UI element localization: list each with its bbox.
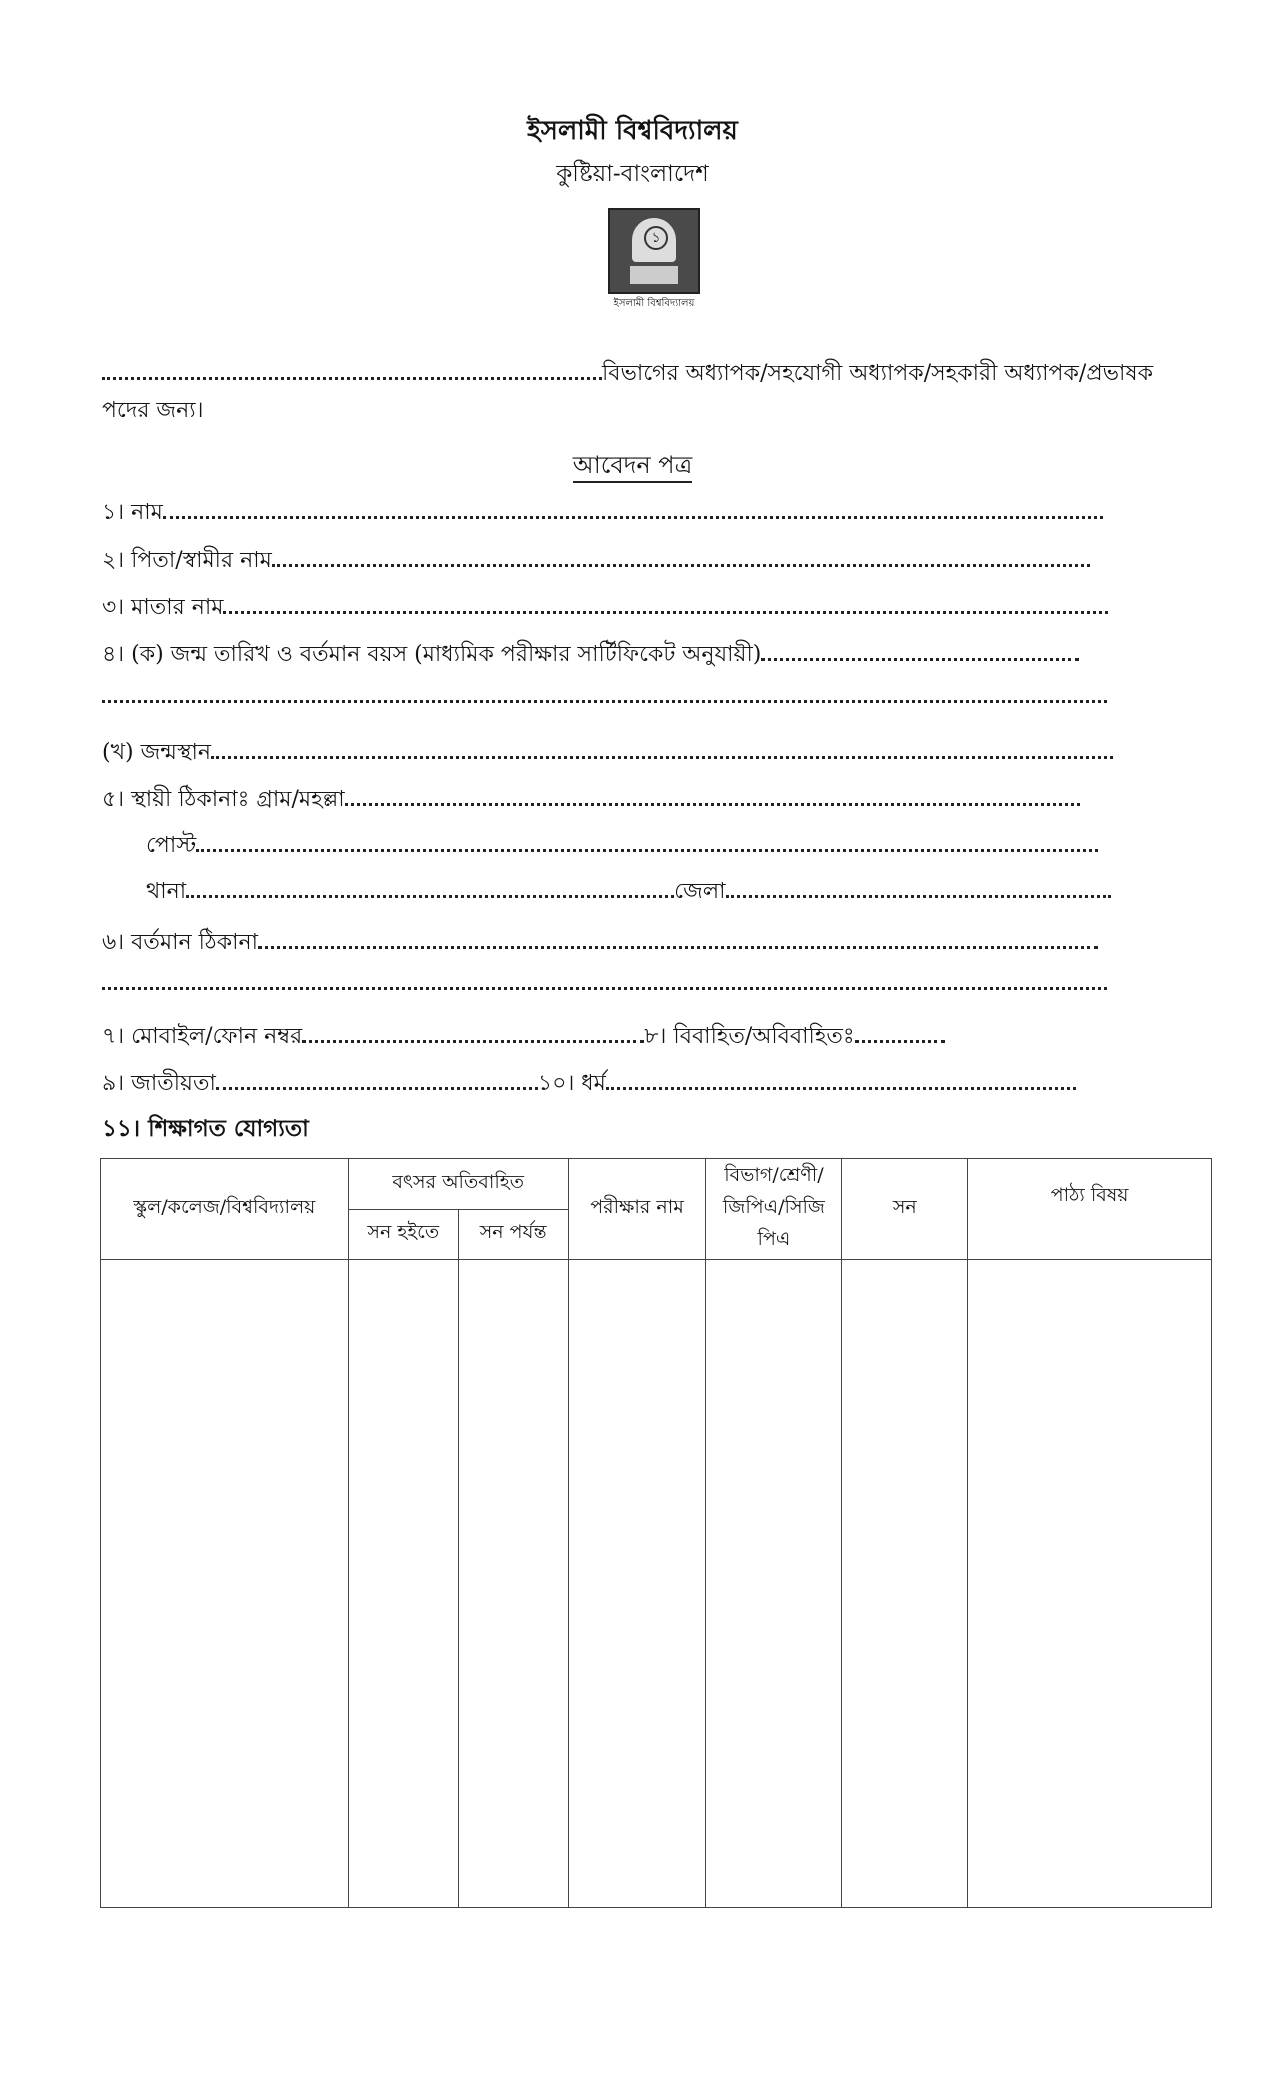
field-father-name-label: ২। পিতা/স্বামীর নাম: [102, 548, 272, 573]
field-nationality-blank[interactable]: [216, 1085, 538, 1090]
col-year: সন: [842, 1159, 968, 1260]
logo-number: ১: [644, 226, 668, 250]
field-birth-date-label: ৪। (ক) জন্ম তারিখ ও বর্তমান বয়স (মাধ্যমিক পরীক্ষার সার্টিফিকেট অনুযায়ী): [102, 642, 762, 667]
field-birthplace-blank[interactable]: [211, 754, 1113, 759]
field-zila-blank[interactable]: [726, 893, 1111, 898]
field-father-name-blank[interactable]: [272, 562, 1090, 567]
field-post-label: পোস্ট: [146, 833, 197, 858]
field-village-blank[interactable]: [345, 801, 1080, 806]
field-thana-zila: [146, 874, 1111, 911]
cell-institution[interactable]: [101, 1260, 349, 1908]
field-birthplace: [102, 735, 1113, 772]
field-nationality-label: ৯। জাতীয়তা: [102, 1071, 216, 1096]
field-mother-name-label: ৩। মাতার নাম: [102, 595, 224, 620]
table-row: [101, 1260, 1212, 1908]
field-nationality-religion: [102, 1066, 1076, 1103]
col-from-year: সন হইতে: [348, 1209, 458, 1260]
field-phone-marital: [102, 1019, 945, 1056]
education-table: [100, 1158, 1212, 1908]
col-years-spent: বৎসর অতিবাহিত: [348, 1159, 568, 1210]
university-logo: [608, 208, 700, 294]
col-subject: পাঠ্য বিষয়: [968, 1159, 1212, 1260]
field-name: [102, 495, 1103, 532]
university-location: কুষ্টিয়া-বাংলাদেশ: [556, 161, 709, 187]
field-birth-date-blank[interactable]: [761, 656, 1079, 661]
field-phone-label: ৭। মোবাইল/ফোন নম্বর: [102, 1024, 303, 1049]
field-name-label: ১। নাম: [102, 500, 163, 525]
university-title: ইসলামী বিশ্ববিদ্যালয়: [527, 116, 738, 146]
logo-book-icon: [630, 266, 678, 284]
field-father-name: [102, 543, 1090, 580]
field-birth-date-continued: [102, 684, 1107, 709]
form-heading: [0, 447, 1265, 487]
field-phone-blank[interactable]: [302, 1038, 644, 1043]
field-zila-label: জেলা: [674, 879, 726, 904]
education-heading: ১১। শিক্ষাগত যোগ্যতা: [102, 1115, 309, 1142]
field-religion-blank[interactable]: [606, 1085, 1076, 1090]
field-present-address-blank[interactable]: [258, 944, 1098, 949]
cell-subject[interactable]: [968, 1260, 1212, 1908]
cell-year[interactable]: [842, 1260, 968, 1908]
field-thana-label: থানা: [146, 879, 187, 904]
field-birth-date-blank-2[interactable]: [102, 698, 1107, 703]
field-present-address-blank-2[interactable]: [102, 985, 1107, 990]
post-line: [102, 356, 1153, 393]
cell-division[interactable]: [706, 1260, 842, 1908]
field-thana-blank[interactable]: [186, 893, 674, 898]
logo-caption: ইসলামী বিশ্ববিদ্যালয়: [613, 298, 695, 309]
field-present-address-continued: [102, 971, 1107, 996]
field-permanent-address: [102, 782, 1080, 819]
post-line-text: বিভাগের অধ্যাপক/সহযোগী অধ্যাপক/সহকারী অধ্যাপক/প্রভাষক: [602, 361, 1153, 386]
col-exam-name: পরীক্ষার নাম: [568, 1159, 706, 1260]
department-blank[interactable]: [102, 375, 602, 380]
field-birthplace-label: (খ) জন্মস্থান: [102, 740, 212, 765]
form-heading-text: আবেদন পত্র: [573, 451, 692, 483]
field-post-blank[interactable]: [196, 847, 1098, 852]
post-line-continuation: পদের জন্য।: [102, 398, 204, 423]
field-mother-name-blank[interactable]: [223, 609, 1108, 614]
field-marital-label: ৮। বিবাহিত/অবিবাহিতঃ: [644, 1024, 855, 1049]
field-birth-date: [102, 637, 1079, 674]
field-religion-label: ১০। ধর্ম: [537, 1071, 606, 1096]
col-to-year: সন পর্যন্ত: [458, 1209, 568, 1260]
col-division: বিভাগ/শ্রেণী/ জিপিএ/সিজি পিএ: [706, 1159, 842, 1260]
field-mother-name: [102, 590, 1108, 627]
cell-exam-name[interactable]: [568, 1260, 706, 1908]
field-present-address-label: ৬। বর্তমান ঠিকানা: [102, 930, 258, 955]
cell-to-year[interactable]: [458, 1260, 568, 1908]
field-present-address: [102, 925, 1098, 962]
field-permanent-address-label: ৫। স্থায়ী ঠিকানাঃ গ্রাম/মহল্লা: [102, 787, 345, 812]
field-name-blank[interactable]: [163, 514, 1103, 519]
cell-from-year[interactable]: [348, 1260, 458, 1908]
field-post: [146, 828, 1098, 865]
col-institution: স্কুল/কলেজ/বিশ্ববিদ্যালয়: [101, 1159, 349, 1260]
field-marital-blank[interactable]: [855, 1038, 945, 1043]
